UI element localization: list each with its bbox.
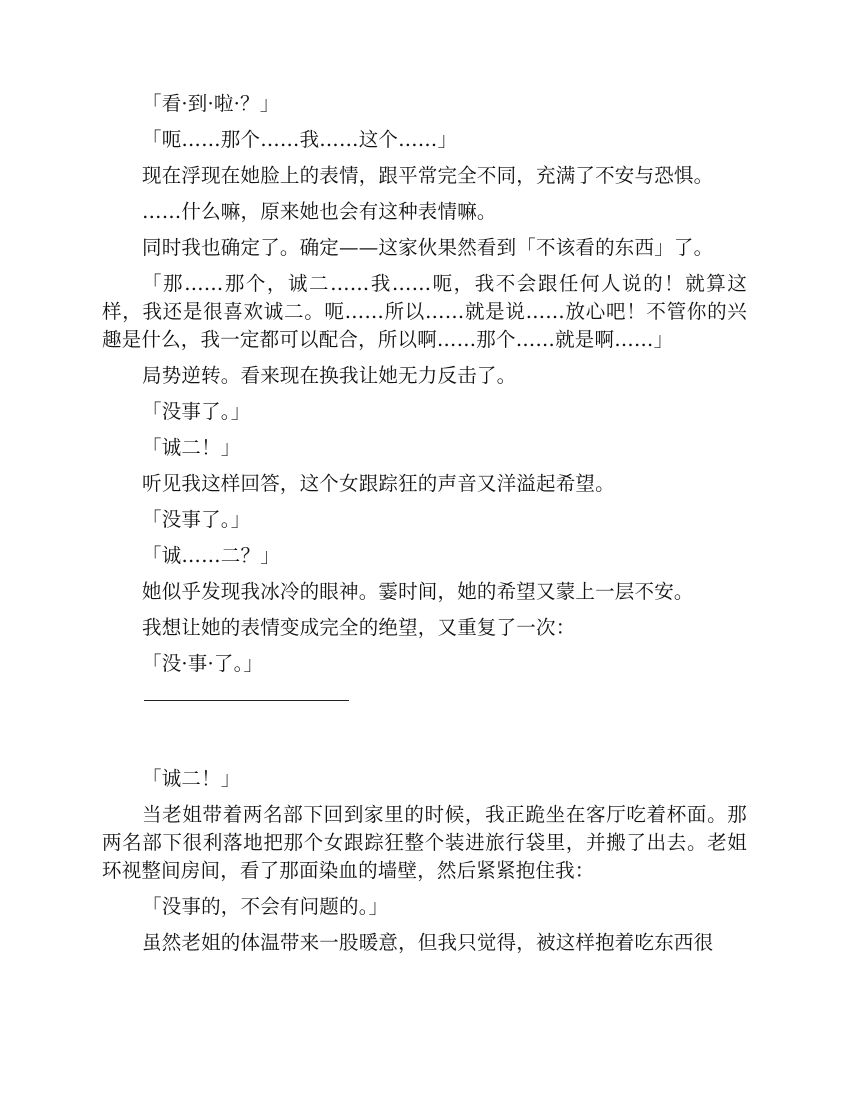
paragraph: 「诚二！」 (142, 767, 241, 790)
text-section-after-break (102, 765, 747, 957)
paragraph: 同时我也确定了。确定——这家伙果然看到「不该看的东西」了。 (142, 236, 714, 259)
text-section-before-break (102, 90, 747, 678)
paragraph: 「没事的，不会有问题的。」 (142, 895, 389, 918)
paragraph: 听见我这样回答，这个女跟踪狂的声音又洋溢起希望。 (142, 472, 615, 495)
paragraph: 她似乎发现我冰冷的眼神。霎时间，她的希望又蒙上一层不安。 (142, 580, 694, 603)
paragraph: 「那……那个，诚二……我……呃，我不会跟任何人说的！就算这样，我还是很喜欢诚二。呃……所以……就是说……放心吧！不管你的兴趣是什么，我一定都可以配合，所以啊……那个……就是啊……」 (102, 272, 747, 351)
paragraph: 现在浮现在她脸上的表情，跟平常完全不同，充满了不安与恐惧。 (142, 164, 714, 187)
paragraph: 局势逆转。看来现在换我让她无力反击了。 (142, 364, 517, 387)
paragraph: 「诚……二？」 (142, 544, 280, 567)
section-break-rule (144, 700, 349, 701)
paragraph: 虽然老姐的体温带来一股暖意，但我只觉得，被这样抱着吃东西很 (142, 931, 714, 954)
document-page (102, 90, 747, 965)
paragraph: 「没事了。」 (142, 508, 251, 531)
paragraph: 「看·到·啦·？」 (142, 92, 280, 115)
paragraph: ……什么嘛，原来她也会有这种表情嘛。 (142, 200, 497, 223)
paragraph: 「没·事·了。」 (142, 652, 264, 675)
paragraph: 「呃……那个……我……这个……」 (142, 128, 458, 151)
paragraph: 我想让她的表情变成完全的绝望，又重复了一次： (142, 616, 576, 639)
paragraph: 「诚二！」 (142, 436, 241, 459)
paragraph: 当老姐带着两名部下回到家里的时候，我正跪坐在客厅吃着杯面。那两名部下很利落地把那个女跟踪狂整个装进旅行袋里，并搬了出去。老姐环视整间房间，看了那面染血的墙壁，然后紧紧抱住我： (102, 803, 747, 882)
paragraph: 「没事了。」 (142, 400, 251, 423)
